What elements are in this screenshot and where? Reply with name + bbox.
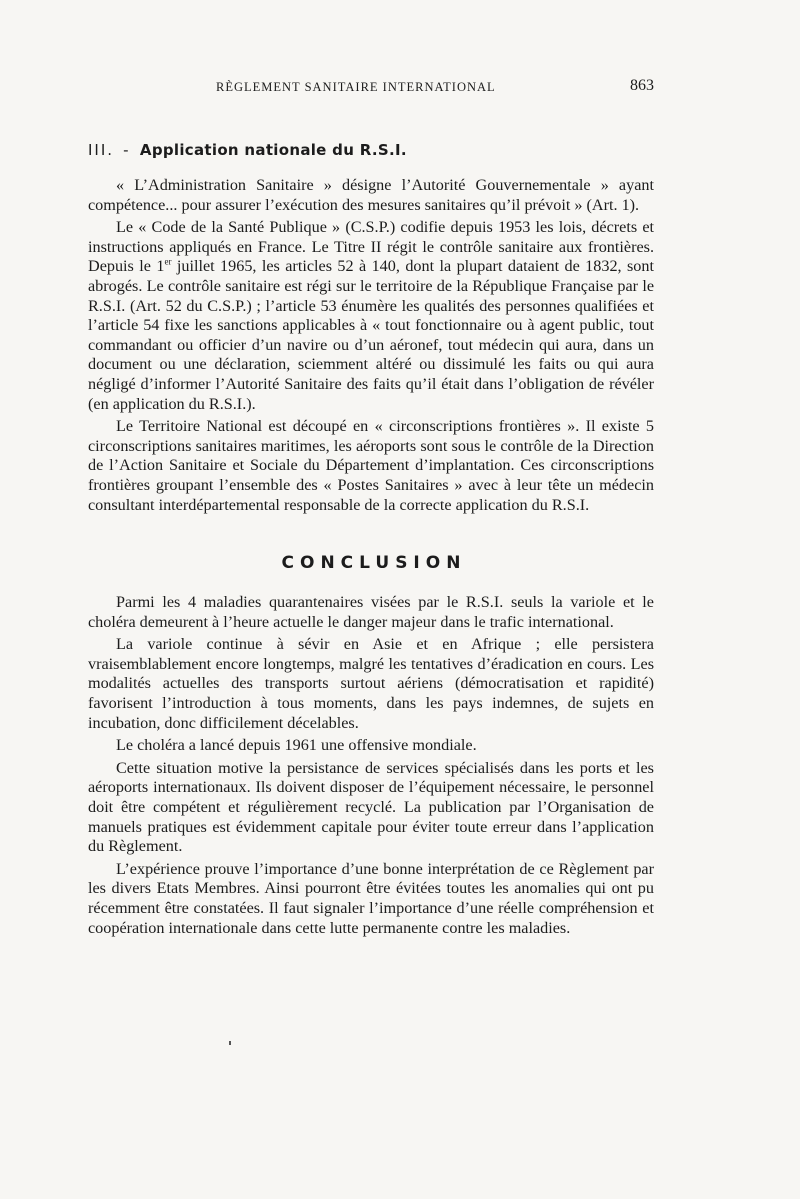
section-heading: [88, 140, 654, 160]
document-page: [88, 72, 654, 941]
paragraph: La variole continue à sévir en Asie et en Afrique ; elle persistera vraisemblablement encore longtemps, malgré les tentatives d’éradication en cours. Les modalités actuelles des transports surtout aériens (démocratisation et rapidité) favorisent l’introduction à tous moments, dans les pays indemnes, de sujets en incubation, donc difficilement décelables.: [88, 635, 654, 732]
paragraph: Parmi les 4 maladies quarantenaires visées par le R.S.I. seuls la variole et le choléra demeurent à l’heure actuelle le danger majeur dans le trafic international.: [88, 593, 654, 631]
page-number: 863: [630, 77, 654, 94]
running-header: [88, 72, 654, 102]
paragraph: Cette situation motive la persistance de services spécialisés dans les ports et les aéroports internationaux. Ils doivent disposer de l’équipement nécessaire, le personnel doit être compétent et régulièrement recyclé. La publication par l’Organisation de manuels pratiques est évidemment capitale pour éviter toute erreur dans l’application du Règlement.: [88, 758, 654, 856]
section-number: III.: [88, 141, 115, 159]
paragraph-with-superscript: Le « Code de la Santé Publique » (C.S.P.) codifie depuis 1953 les lois, décrets et instructions appliqués en France. Le Titre II régit le contrôle sanitaire aux frontières. Depuis le 1er juillet 1965, les articles 52 à 140, dont la plupart dataient de 1832, sont abrogés. Le contrôle sanitaire est régi sur le territoire de la République Française par le R.S.I. (Art. 52 du C.S.P.) ; l’article 53 énumère les qualités des personnes qualifiées et l’article 54 fixe les sanctions applicables à « tout fonctionnaire ou à agent public, tout commandant ou officier d’un navire ou d’un aéronef, tout médecin qui aura, dans un document ou une déclaration, sciemment altéré ou dissimulé les faits ou qui aura négligé d’informer l’Autorité Sanitaire des faits qu’il était dans l’obligation de révéler (en application du R.S.I.).: [88, 218, 654, 413]
paragraph: Le Territoire National est découpé en « circonscriptions frontières ». Il existe 5 circonscriptions sanitaires maritimes, les aéroports sont sous le contrôle de la Direction de l’Action Sanitaire et Sociale du Département d’implantation. Ces circonscriptions frontières groupant l’ensemble des « Postes Sanitaires » avec à leur tête un médecin consultant interdépartemental responsable de la correcte application du R.S.I.: [88, 417, 654, 514]
running-title: RÈGLEMENT SANITAIRE INTERNATIONAL: [216, 80, 496, 94]
conclusion-heading: CONCLUSION: [281, 553, 467, 574]
paragraph: Le choléra a lancé depuis 1961 une offensive mondiale.: [116, 736, 477, 755]
section-title: Application nationale du R.S.I.: [139, 141, 407, 159]
section-body: [88, 176, 654, 515]
section-dash: -: [123, 141, 129, 159]
conclusion-body: [88, 593, 654, 938]
paragraph: L’expérience prouve l’importance d’une bonne interprétation de ce Règlement par les divers Etats Membres. Ainsi pourront être évitées toutes les anomalies qui ont pu récemment être constatées. Il faut signaler l’importance d’une réelle compréhension et coopération internationale dans cette lutte permanente contre les maladies.: [88, 859, 654, 937]
print-speck: [229, 1041, 231, 1045]
paragraph: « L’Administration Sanitaire » désigne l’Autorité Gouvernementale » ayant compétence... pour assurer l’exécution des mesures sanitaires qu’il prévoit » (Art. 1).: [88, 176, 654, 214]
